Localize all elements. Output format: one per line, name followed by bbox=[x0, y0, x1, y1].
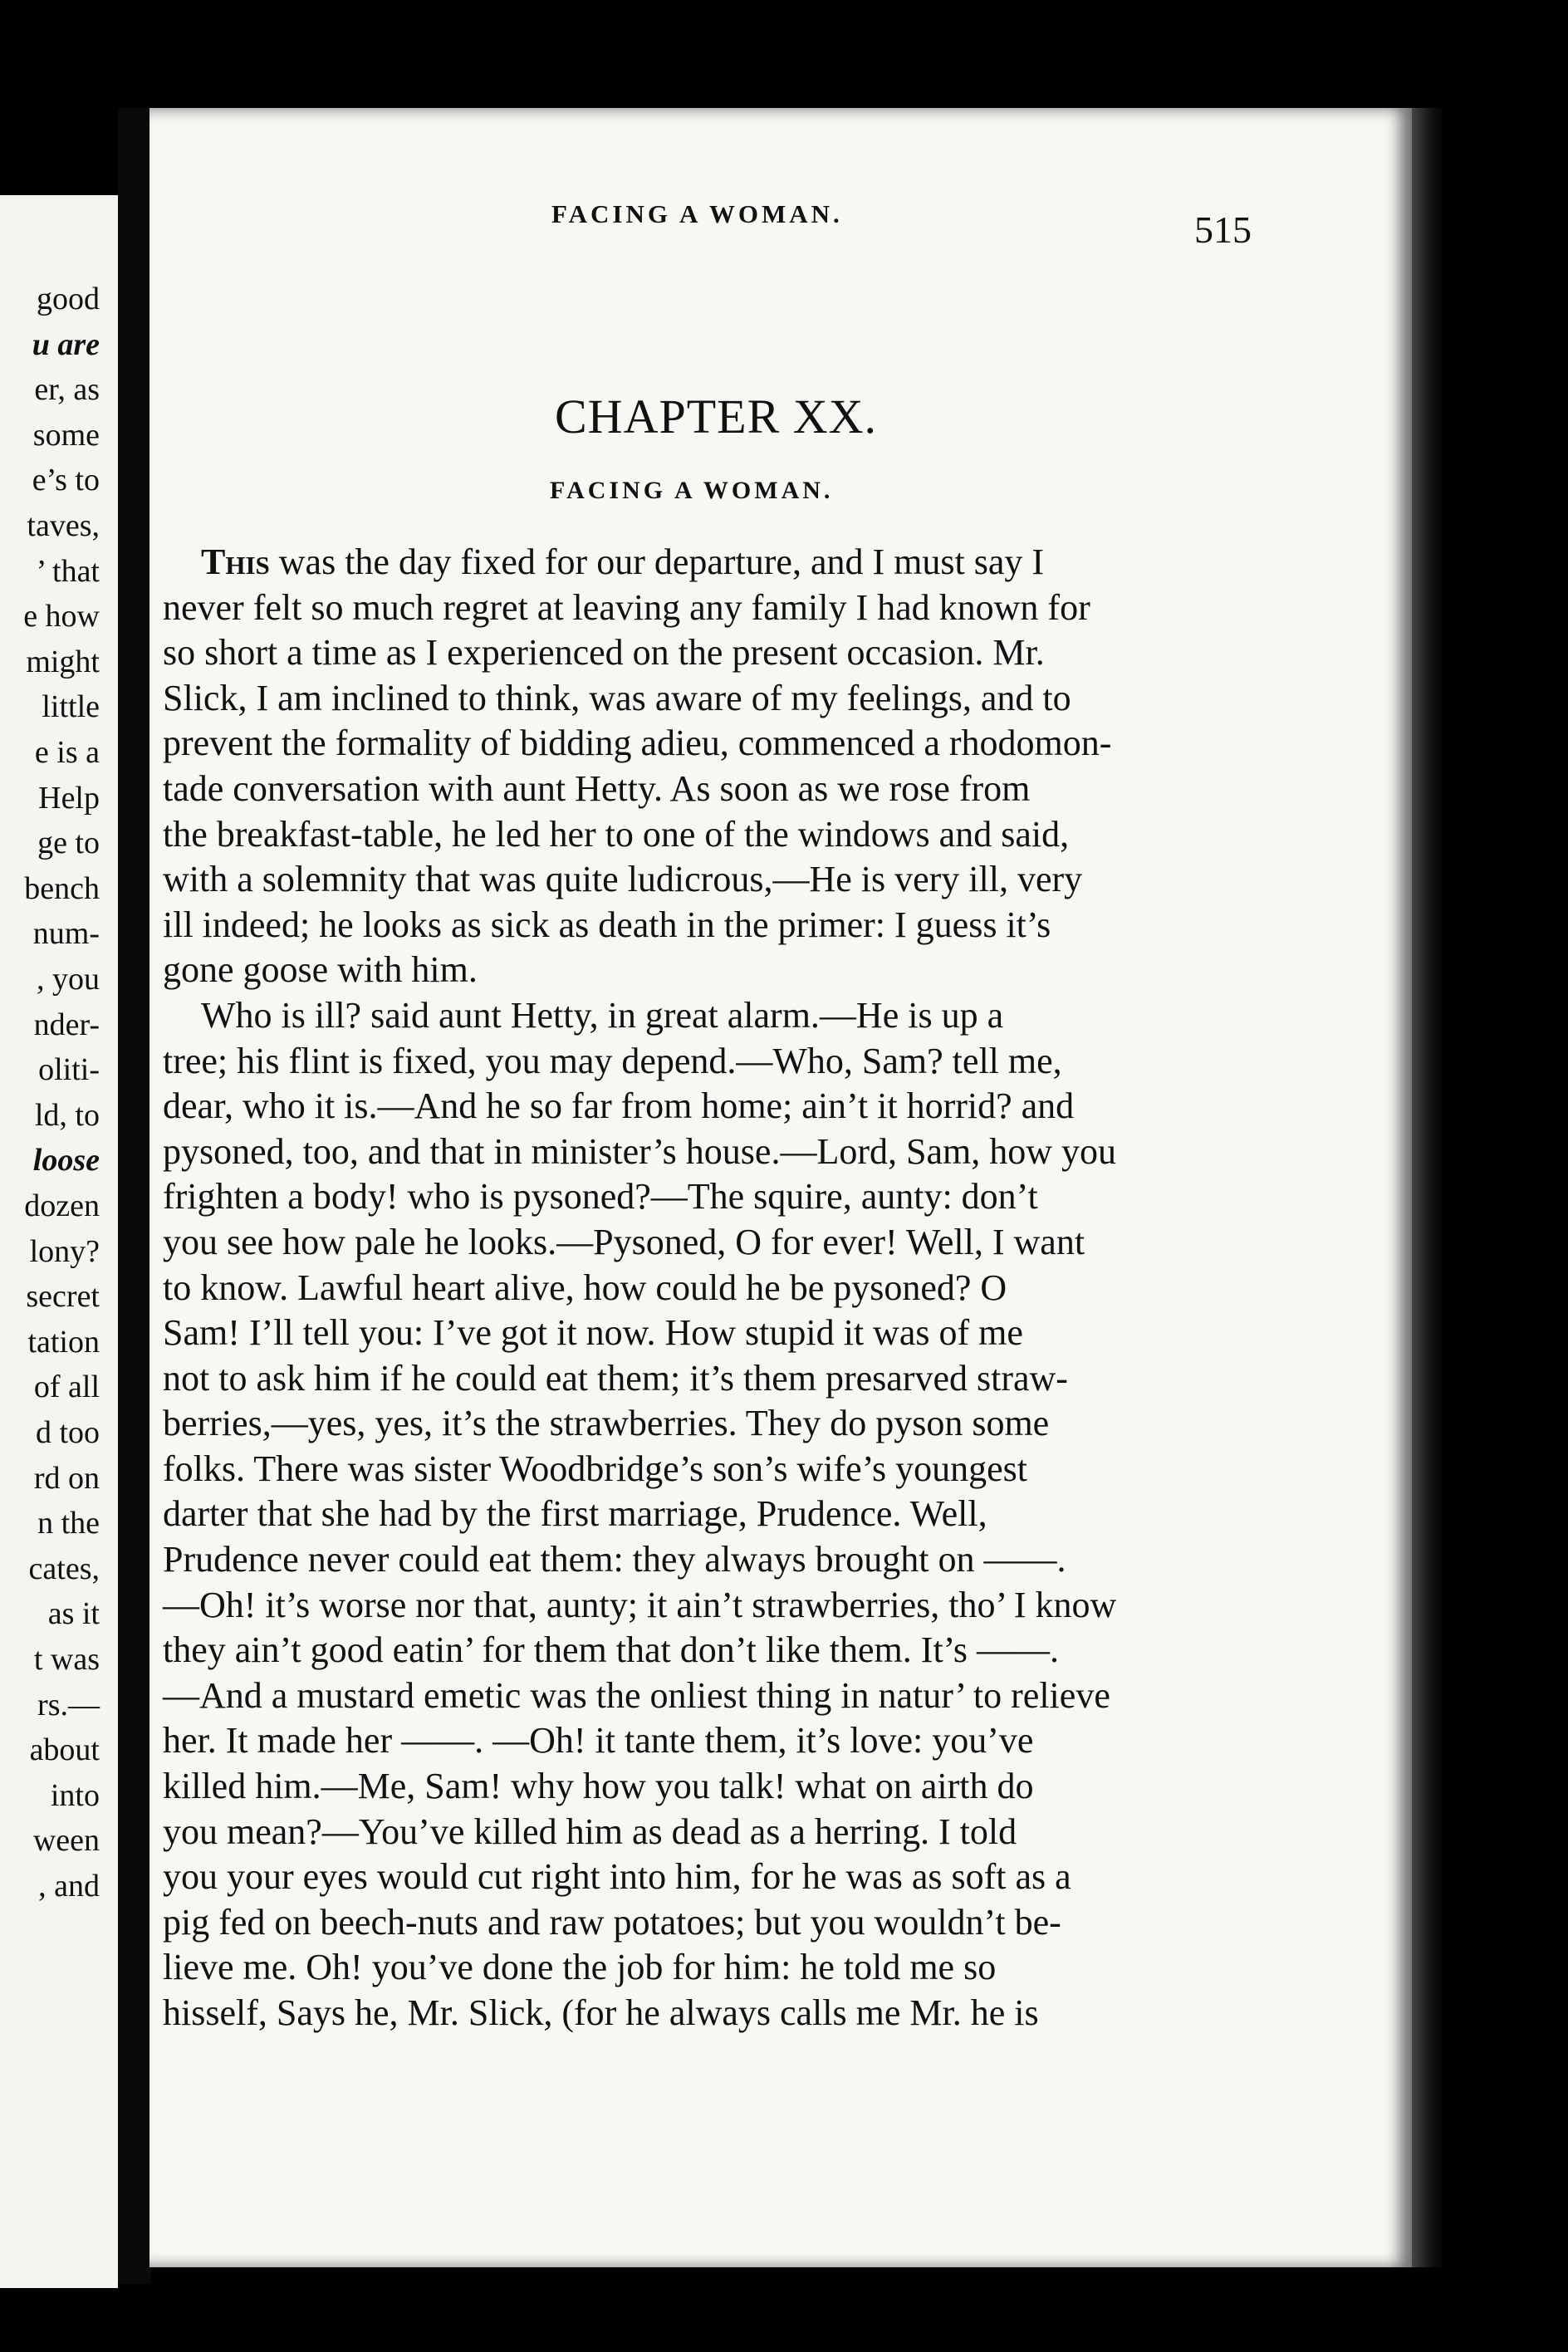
body-line: pig fed on beech-nuts and raw potatoes; but you wouldn’t be- bbox=[163, 1901, 1061, 1943]
left-page-line: lony? bbox=[29, 1233, 100, 1269]
left-page-line: ld, to bbox=[34, 1097, 100, 1133]
left-page-line: dozen bbox=[24, 1188, 100, 1223]
left-page-line: of all bbox=[33, 1370, 100, 1405]
body-line: never felt so much regret at leaving any family I had known for bbox=[163, 586, 1090, 628]
left-page-line: loose bbox=[32, 1143, 100, 1178]
body-line: tree; his flint is fixed, you may depend.—Who, Sam? tell me, bbox=[163, 1040, 1062, 1081]
body-line: hisself, Says he, Mr. Slick, (for he always calls me Mr. he is bbox=[163, 1992, 1039, 2033]
left-page-line: as it bbox=[47, 1596, 100, 1632]
body-line: berries,—yes, yes, it’s the strawberries. They do pyson some bbox=[163, 1403, 1050, 1444]
body-line: frighten a body! who is pysoned?—The squire, aunty: don’t bbox=[163, 1176, 1038, 1218]
body-line: pysoned, too, and that in minister’s house.—Lord, Sam, how you bbox=[163, 1130, 1116, 1172]
left-page-line: tation bbox=[27, 1324, 100, 1360]
body-line: lieve me. Oh! you’ve done the job for him: he told me so bbox=[163, 1947, 997, 1988]
left-page-line: about bbox=[29, 1732, 100, 1768]
opening-word: This bbox=[201, 541, 270, 582]
left-page-line: oliti- bbox=[38, 1052, 100, 1088]
page-edge bbox=[1412, 108, 1445, 2267]
body-line: Who is ill? said aunt Hetty, in great alarm.—He is up a bbox=[201, 994, 1004, 1036]
page-number: 515 bbox=[1194, 208, 1252, 251]
body-line: not to ask him if he could eat them; it’s them presarved straw- bbox=[163, 1357, 1068, 1399]
left-page-line: some bbox=[32, 417, 100, 453]
body-line: tade conversation with aunt Hetty. As soon as we rose from bbox=[163, 767, 1031, 809]
left-page-line: t was bbox=[33, 1642, 100, 1677]
body-line: with a solemnity that was quite ludicrous,—He is very ill, very bbox=[163, 859, 1083, 900]
body-line: they ain’t good eatin’ for them that don’t like them. It’s ——. bbox=[163, 1629, 1060, 1671]
body-line: folks. There was sister Woodbridge’s son’s wife’s youngest bbox=[163, 1448, 1027, 1489]
left-page-line: ge to bbox=[37, 826, 100, 861]
body-line: prevent the formality of bidding adieu, commenced a rhodomon- bbox=[163, 723, 1112, 764]
left-page-line: bench bbox=[24, 870, 100, 906]
body-line: you see how pale he looks.—Pysoned, O for ever! Well, I want bbox=[163, 1221, 1085, 1262]
body-line: Sam! I’ll tell you: I’ve got it now. How stupid it was of me bbox=[163, 1312, 1023, 1354]
body-line: gone goose with him. bbox=[163, 949, 478, 991]
left-page-line: e’s to bbox=[32, 463, 100, 498]
left-page-line: little bbox=[42, 689, 100, 725]
body-line: dear, who it is.—And he so far from home; ain’t it horrid? and bbox=[163, 1085, 1075, 1127]
body-line: darter that she had by the first marriage, Prudence. Well, bbox=[163, 1493, 987, 1535]
left-page-line: er, as bbox=[34, 372, 100, 408]
chapter-subtitle: FACING A WOMAN. bbox=[550, 477, 834, 504]
body-line: Slick, I am inclined to think, was aware of my feelings, and to bbox=[163, 677, 1071, 718]
left-page-line: e is a bbox=[34, 735, 100, 770]
body-line: —And a mustard emetic was the onliest thing in natur’ to relieve bbox=[163, 1674, 1110, 1716]
left-page-line: n the bbox=[37, 1506, 100, 1541]
left-page-line: e how bbox=[23, 599, 100, 635]
running-head: FACING A WOMAN. bbox=[551, 199, 843, 228]
body-line: you mean?—You’ve killed him as dead as a herring. I told bbox=[163, 1811, 1017, 1852]
left-page-line: d too bbox=[35, 1415, 100, 1450]
left-page-line: secret bbox=[26, 1279, 100, 1315]
left-page-line: num- bbox=[32, 916, 100, 952]
left-page-line: ’ that bbox=[36, 553, 100, 589]
chapter-title: CHAPTER XX. bbox=[555, 390, 878, 443]
page-gutter bbox=[118, 108, 151, 2284]
body-line bbox=[163, 540, 1259, 586]
body-line: the breakfast-table, he led her to one of the windows and said, bbox=[163, 813, 1070, 855]
body-line: to know. Lawful heart alive, how could he be pysoned? O bbox=[163, 1267, 1007, 1308]
left-page-line: nder- bbox=[33, 1007, 100, 1042]
body-line: so short a time as I experienced on the present occasion. Mr. bbox=[163, 632, 1045, 674]
left-page-line: good bbox=[37, 282, 100, 316]
left-page-line: Help bbox=[38, 780, 100, 816]
body-line: you your eyes would cut right into him, for he was as soft as a bbox=[163, 1856, 1071, 1898]
left-page-line: into bbox=[50, 1777, 100, 1813]
left-facing-page bbox=[0, 195, 118, 2288]
body-line: ill indeed; he looks as sick as death in the primer: I guess it’s bbox=[163, 904, 1051, 945]
body-line: killed him.—Me, Sam! why how you talk! what on airth do bbox=[163, 1766, 1034, 1807]
left-page-line: rs.— bbox=[37, 1687, 100, 1722]
body-line: Prudence never could eat them: they always brought on ——. bbox=[163, 1539, 1066, 1580]
body-line-text: was the day fixed for our departure, and I must say I bbox=[269, 541, 1045, 582]
left-page-line: cates, bbox=[28, 1551, 100, 1586]
body-text bbox=[163, 540, 1259, 2036]
left-page-line: might bbox=[26, 644, 100, 679]
left-page-line: ween bbox=[32, 1823, 100, 1859]
left-page-line: taves, bbox=[27, 508, 100, 543]
left-page-line: rd on bbox=[33, 1460, 100, 1496]
left-page-line: u are bbox=[32, 326, 100, 362]
body-line: —Oh! it’s worse nor that, aunty; it ain’t strawberries, tho’ I know bbox=[163, 1584, 1117, 1625]
body-line: her. It made her ——. —Oh! it tante them, it’s love: you’ve bbox=[163, 1720, 1034, 1762]
left-page-line: , you bbox=[37, 962, 100, 997]
left-page-line: , and bbox=[38, 1869, 100, 1904]
